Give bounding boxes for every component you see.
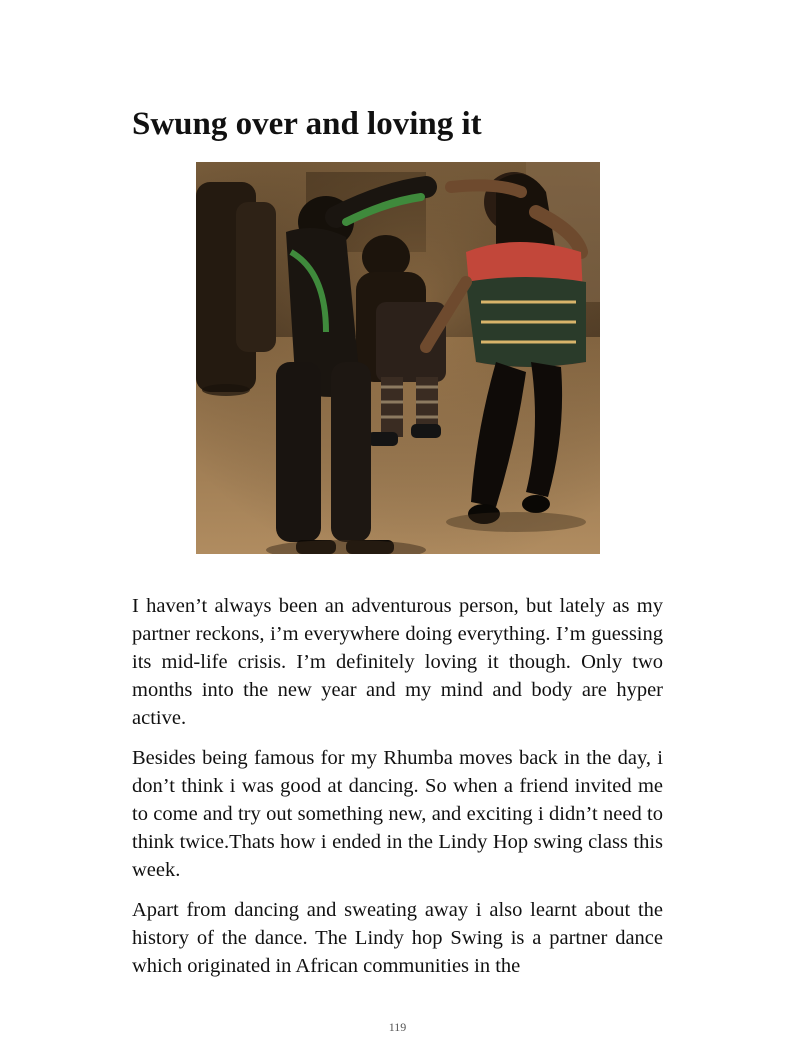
paragraph-3: Apart from dancing and sweating away i also learnt about the history of the dance. The Lindy hop Swing is a partner dance which originated in African communities in the [132, 899, 663, 977]
people-dancing-photo [196, 162, 600, 554]
article-body [132, 592, 663, 992]
page-title: Swung over and loving it [132, 106, 482, 142]
page-number: 119 [388, 1020, 407, 1034]
paragraph-1: I haven’t always been an adventurous person, but lately as my partner reckons, i’m everywhere doing everything. I’m guessing its mid-life crisis. I’m definitely loving it though. Only two months into the new year and my mind and body are hyper active. [132, 595, 663, 729]
dancing-photo [196, 162, 600, 554]
paragraph-2: Besides being famous for my Rhumba moves back in the day, i don’t think i was good at dancing. So when a friend invited me to come and try out something new, and exciting i didn’t need to think twice.Thats how i ended in the Lindy Hop swing class this week. [132, 747, 663, 881]
